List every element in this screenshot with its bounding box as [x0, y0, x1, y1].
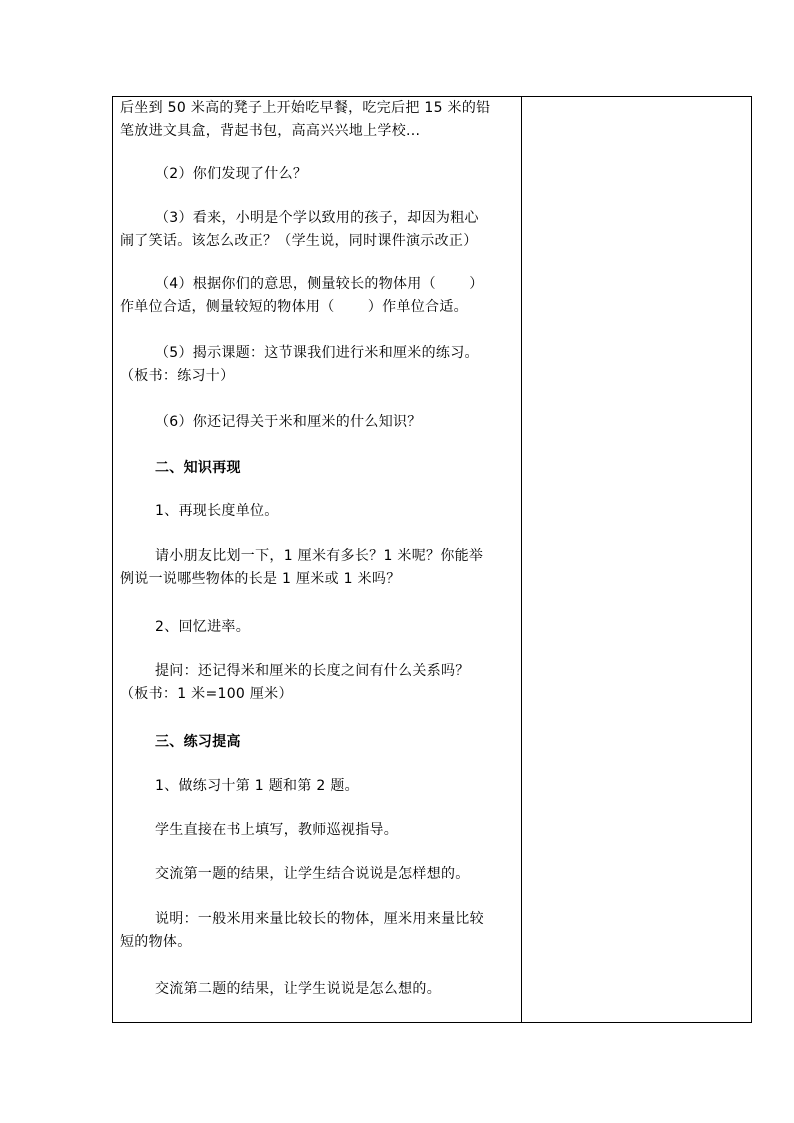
question-3-paragraph — [120, 207, 520, 253]
text-line: 例说一说哪些物体的长是 1 厘米或 1 米吗？ — [120, 571, 401, 587]
lesson-content-cell — [113, 97, 522, 1022]
text-line: 学生直接在书上填写，教师巡视指导。 — [155, 822, 399, 838]
text-line: 提问：还记得米和厘米的长度之间有什么关系吗？ — [155, 663, 470, 679]
question-6-paragraph — [120, 411, 520, 434]
text-line: 交流第二题的结果，让学生说说是怎么想的。 — [155, 981, 441, 997]
text-line: （4）根据你们的意思，侧量较长的物体用（ ） — [155, 276, 484, 292]
discuss-second-paragraph — [120, 978, 520, 1001]
text-line: （3）看来，小明是个学以致用的孩子，却因为粗心 — [155, 210, 479, 226]
text-line: （2）你们发现了什么？ — [155, 166, 308, 182]
question-4-paragraph — [120, 273, 520, 319]
text-line: （5）揭示课题：这节课我们进行米和厘米的练习。 — [155, 345, 479, 361]
fill-in-paragraph — [120, 819, 520, 842]
text-line: 作单位合适，侧量较短的物体用（ ）作单位合适。 — [120, 299, 468, 315]
question-5-paragraph — [120, 342, 520, 388]
item-2-paragraph — [120, 616, 520, 639]
text-line: （板书：练习十） — [120, 368, 235, 384]
section-2-heading — [120, 457, 520, 480]
question-2-paragraph — [120, 163, 520, 186]
item-1-paragraph — [120, 500, 520, 523]
text-line: 交流第一题的结果，让学生结合说说是怎样想的。 — [155, 866, 470, 882]
lesson-table — [112, 96, 752, 1023]
text-line: （板书：1 米=100 厘米） — [120, 686, 293, 702]
length-question-paragraph — [120, 545, 520, 591]
text-line: （6）你还记得关于米和厘米的什么知识？ — [155, 414, 422, 430]
discuss-first-paragraph — [120, 863, 520, 886]
relation-question-paragraph — [120, 660, 520, 706]
text-line: 后坐到 50 米高的凳子上开始吃早餐，吃完后把 15 米的铅 — [120, 100, 491, 116]
text-line: 请小朋友比划一下，1 厘米有多长？1 米呢？你能举 — [155, 548, 484, 564]
text-line: 三、练习提高 — [155, 734, 241, 750]
text-line: 说明：一般米用来量比较长的物体，厘米用来量比较 — [155, 911, 484, 927]
story-paragraph — [120, 97, 520, 143]
text-line: 笔放进文具盒，背起书包，高高兴兴地上学校... — [120, 123, 421, 139]
text-line: 二、知识再现 — [155, 460, 241, 476]
explanation-paragraph — [120, 908, 520, 954]
text-line: 1、做练习十第 1 题和第 2 题。 — [155, 778, 359, 794]
exercise-paragraph — [120, 775, 520, 798]
section-3-heading — [120, 731, 520, 754]
text-line: 短的物体。 — [120, 934, 192, 950]
text-line: 2、回忆进率。 — [155, 619, 251, 635]
text-line: 1、再现长度单位。 — [155, 503, 279, 519]
notes-cell — [522, 97, 751, 1022]
text-line: 闹了笑话。该怎么改正？（学生说，同时课件演示改正） — [120, 233, 478, 249]
